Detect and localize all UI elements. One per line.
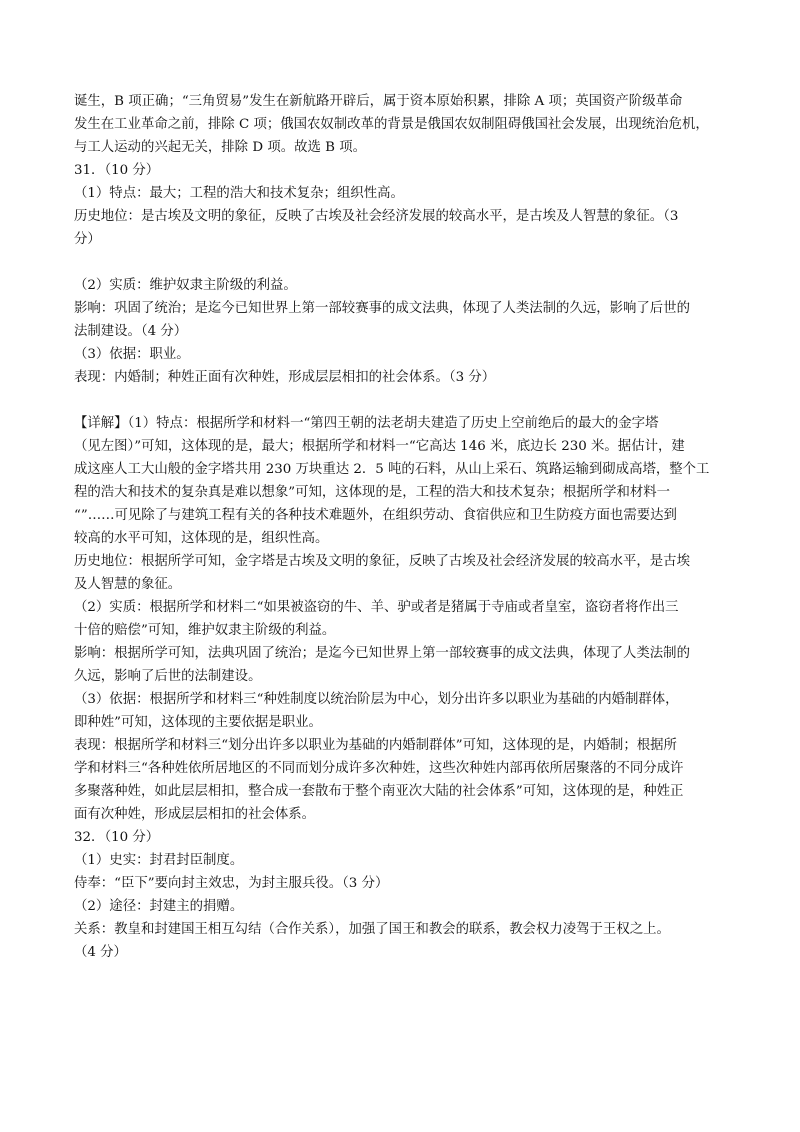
text-line: 表现：根据所学和材料三“划分出许多以职业为基础的内婚制群体”可知，这体现的是，内婚制；根据所 xyxy=(74,738,677,753)
text-block-1 xyxy=(74,90,724,251)
text-line: 学和材料三“各种姓依所居地区的不同而划分成许多次种姓，这些次种姓内部再依所居聚落的不同分成许 xyxy=(74,761,684,776)
text-line: 多聚落种姓，如此层层相扣，整合成一套散布于整个南亚次大陆的社会体系”可知，这体现的是，种姓正 xyxy=(74,784,684,799)
text-line: 发生在工业革命之前，排除 C 项；俄国农奴制改革的背景是俄国农奴制阻碍俄国社会发展，出现统治危机， xyxy=(74,117,709,132)
text-line: （2）途径：封建主的捐赠。 xyxy=(74,899,244,914)
paragraph-gap xyxy=(74,251,724,274)
text-line: 历史地位：是古埃及文明的象征，反映了古埃及社会经济发展的较高水平，是古埃及人智慧的象征。（3 xyxy=(74,209,679,224)
text-line: 分） xyxy=(74,232,101,247)
text-line: 诞生，B 项正确；“三角贸易”发生在新航路开辟后，属于资本原始积累，排除 A 项；英国资产阶级革命 xyxy=(74,94,683,109)
text-line: 法制建设。（4 分） xyxy=(74,324,188,339)
text-line: （1）特点：最大；工程的浩大和技术复杂；组织性高。 xyxy=(74,186,404,201)
text-line: 成这座人工大山般的金字塔共用 230 万块重达 2．5 吨的石料，从山上采石、筑路运输到砌成高塔，整个工 xyxy=(74,462,710,477)
text-line: （1）史实：封君封臣制度。 xyxy=(74,853,244,868)
text-line: （3）依据：职业。 xyxy=(74,347,190,362)
text-line: （3）依据：根据所学和材料三“种姓制度以统治阶层为中心，划分出许多以职业为基础的内婚制群体， xyxy=(74,692,679,707)
text-line: 表现：内婚制；种姓正面有次种姓，形成层层相扣的社会体系。（3 分） xyxy=(74,370,496,385)
text-line: 影响：根据所学可知，法典巩固了统治；是迄今已知世界上第一部较赛事的成文法典，体现了人类法制的 xyxy=(74,646,690,661)
text-line: 关系：教皇和封建国王相互勾结（合作关系），加强了国王和教会的联系，教会权力凌驾于王权之上。 xyxy=(74,922,670,937)
question-number-32: 32．（10 分） xyxy=(74,830,160,845)
text-line: （2）实质：维护奴隶主阶级的利益。 xyxy=(74,278,297,293)
text-line: 久远，影响了后世的法制建设。 xyxy=(74,669,262,684)
question-number-31: 31．（10 分） xyxy=(74,163,160,178)
text-line: （4 分） xyxy=(74,945,127,960)
detail-heading-line: 【详解】（1）特点：根据所学和材料一“第四王朝的法老胡夫建造了历史上空前绝后的最大的金字塔 xyxy=(74,416,659,431)
text-line: 侍奉：“臣下”要向封主效忠，为封主服兵役。（3 分） xyxy=(74,876,389,891)
text-line: （见左图）”可知，这体现的是，最大；根据所学和材料一“它高达 146 米，底边长 230 米。据估计，建 xyxy=(74,439,685,454)
text-line: 面有次种姓，形成层层相扣的社会体系。 xyxy=(74,807,316,822)
paragraph-gap xyxy=(74,389,724,412)
text-line: 较高的水平可知，这体现的是，组织性高。 xyxy=(74,531,329,546)
text-line: 与工人运动的兴起无关，排除 D 项。故选 B 项。 xyxy=(74,140,367,155)
text-line: 程的浩大和技术的复杂真是难以想象”可知，这体现的是，工程的浩大和技术复杂；根据所学和材料一 xyxy=(74,485,671,500)
text-line: （2）实质：根据所学和材料二“如果被盗窃的牛、羊、驴或者是猪属于寺庙或者皇室，盗窃者将作出三 xyxy=(74,600,679,615)
answer-content xyxy=(74,90,724,964)
text-line: 影响：巩固了统治；是迄今已知世界上第一部较赛事的成文法典，体现了人类法制的久远，影响了后世的 xyxy=(74,301,690,316)
text-block-2 xyxy=(74,274,724,389)
text-line: 十倍的赔偿”可知，维护奴隶主阶级的利益。 xyxy=(74,623,336,638)
text-line: “”……可见除了与建筑工程有关的各种技术难题外，在组织劳动、食宿供应和卫生防疫方面也需要达到 xyxy=(74,508,677,523)
text-line: 历史地位：根据所学可知，金字塔是古埃及文明的象征，反映了古埃及社会经济发展的较高水平，是古埃 xyxy=(74,554,690,569)
text-line: 及人智慧的象征。 xyxy=(74,577,182,592)
text-line: 即种姓”可知，这体现的主要依据是职业。 xyxy=(74,715,322,730)
text-block-3 xyxy=(74,412,724,964)
